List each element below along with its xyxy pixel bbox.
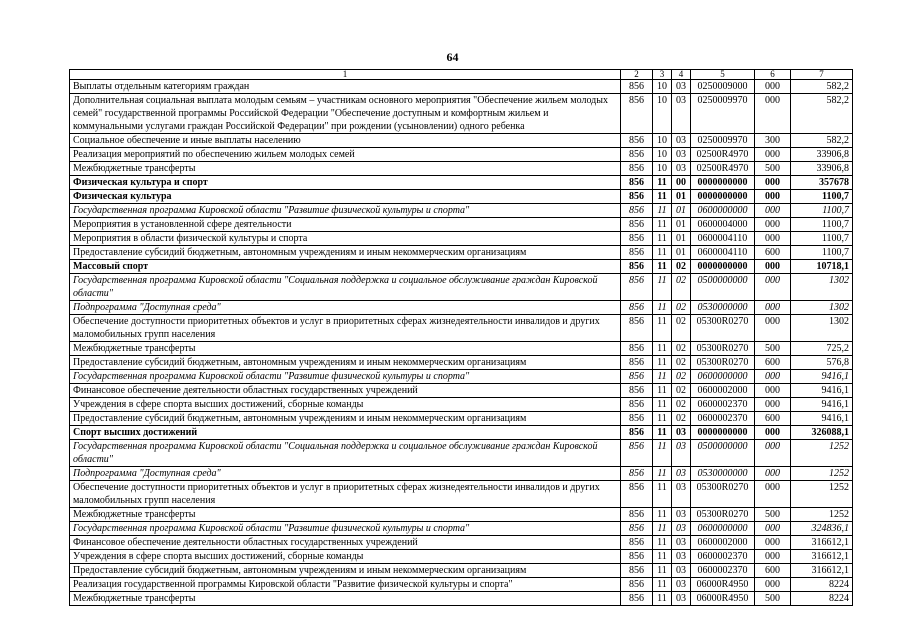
- row-target-article-cell: 0250009970: [691, 94, 755, 134]
- row-subsection-cell: 03: [672, 467, 691, 481]
- row-code-cell: 856: [621, 522, 653, 536]
- row-section-cell: 11: [653, 356, 672, 370]
- row-target-article-cell: 0600002370: [691, 412, 755, 426]
- row-amount-cell: 582,2: [791, 80, 853, 94]
- table-row: [70, 592, 853, 606]
- row-amount-cell: 1100,7: [791, 190, 853, 204]
- row-section-cell: 11: [653, 301, 672, 315]
- table-row: [70, 398, 853, 412]
- header-cell-3: 3: [653, 70, 672, 80]
- row-section-cell: 11: [653, 412, 672, 426]
- row-amount-cell: 576,8: [791, 356, 853, 370]
- page-number: 64: [446, 50, 459, 64]
- row-target-article-cell: 06000R4950: [691, 592, 755, 606]
- row-subsection-cell: 03: [672, 148, 691, 162]
- row-section-cell: 10: [653, 94, 672, 134]
- row-target-article-cell: 0600000000: [691, 204, 755, 218]
- row-expense-type-cell: 000: [755, 384, 791, 398]
- row-target-article-cell: 0600004110: [691, 232, 755, 246]
- row-target-article-cell: 05300R0270: [691, 481, 755, 508]
- row-section-cell: 10: [653, 148, 672, 162]
- row-target-article-cell: 05300R0270: [691, 315, 755, 342]
- row-code-cell: 856: [621, 412, 653, 426]
- row-subsection-cell: 03: [672, 536, 691, 550]
- row-code-cell: 856: [621, 190, 653, 204]
- row-name-cell: Межбюджетные трансферты: [70, 342, 621, 356]
- row-name-cell: Учреждения в сфере спорта высших достижений, сборные команды: [70, 550, 621, 564]
- row-expense-type-cell: 300: [755, 134, 791, 148]
- row-target-article-cell: 05300R0270: [691, 356, 755, 370]
- row-code-cell: 856: [621, 481, 653, 508]
- row-expense-type-cell: 000: [755, 398, 791, 412]
- row-code-cell: 856: [621, 578, 653, 592]
- row-subsection-cell: 02: [672, 301, 691, 315]
- table-row: [70, 190, 853, 204]
- table-row: [70, 315, 853, 342]
- row-target-article-cell: 0000000000: [691, 190, 755, 204]
- row-expense-type-cell: 500: [755, 592, 791, 606]
- row-subsection-cell: 02: [672, 315, 691, 342]
- row-subsection-cell: 01: [672, 204, 691, 218]
- row-code-cell: 856: [621, 426, 653, 440]
- row-section-cell: 11: [653, 481, 672, 508]
- row-section-cell: 11: [653, 578, 672, 592]
- table-row: [70, 578, 853, 592]
- row-name-cell: Предоставление субсидий бюджетным, автономным учреждениям и иным некоммерческим организациям: [70, 246, 621, 260]
- row-section-cell: 11: [653, 398, 672, 412]
- row-code-cell: 856: [621, 301, 653, 315]
- row-name-cell: Государственная программа Кировской области "Социальная поддержка и социальное обслуживание граждан Кировской области": [70, 440, 621, 467]
- row-code-cell: 856: [621, 134, 653, 148]
- row-code-cell: 856: [621, 398, 653, 412]
- row-expense-type-cell: 600: [755, 246, 791, 260]
- row-subsection-cell: 03: [672, 80, 691, 94]
- row-amount-cell: 316612,1: [791, 536, 853, 550]
- table-row: [70, 370, 853, 384]
- row-code-cell: 856: [621, 274, 653, 301]
- row-name-cell: Финансовое обеспечение деятельности областных государственных учреждений: [70, 384, 621, 398]
- row-section-cell: 11: [653, 522, 672, 536]
- row-expense-type-cell: 000: [755, 315, 791, 342]
- row-subsection-cell: 03: [672, 94, 691, 134]
- row-code-cell: 856: [621, 162, 653, 176]
- row-subsection-cell: 02: [672, 274, 691, 301]
- row-section-cell: 10: [653, 134, 672, 148]
- row-section-cell: 11: [653, 176, 672, 190]
- row-name-cell: Обеспечение доступности приоритетных объектов и услуг в приоритетных сферах жизнедеятельности инвалидов и других маломобильных групп населения: [70, 481, 621, 508]
- row-amount-cell: 9416,1: [791, 398, 853, 412]
- row-name-cell: Государственная программа Кировской области "Развитие физической культуры и спорта": [70, 204, 621, 218]
- row-code-cell: 856: [621, 148, 653, 162]
- row-subsection-cell: 03: [672, 440, 691, 467]
- table-row: [70, 342, 853, 356]
- table-row: [70, 94, 853, 134]
- row-target-article-cell: 0250009000: [691, 80, 755, 94]
- row-subsection-cell: 01: [672, 190, 691, 204]
- row-subsection-cell: 02: [672, 342, 691, 356]
- row-name-cell: Финансовое обеспечение деятельности областных государственных учреждений: [70, 536, 621, 550]
- row-amount-cell: 326088,1: [791, 426, 853, 440]
- row-amount-cell: 33906,8: [791, 162, 853, 176]
- row-amount-cell: 1252: [791, 467, 853, 481]
- row-section-cell: 11: [653, 384, 672, 398]
- table-row: [70, 356, 853, 370]
- row-section-cell: 11: [653, 342, 672, 356]
- row-expense-type-cell: 000: [755, 467, 791, 481]
- row-subsection-cell: 02: [672, 384, 691, 398]
- row-subsection-cell: 03: [672, 426, 691, 440]
- row-name-cell: Предоставление субсидий бюджетным, автономным учреждениям и иным некоммерческим организациям: [70, 412, 621, 426]
- row-code-cell: 856: [621, 232, 653, 246]
- row-name-cell: Выплаты отдельным категориям граждан: [70, 80, 621, 94]
- row-amount-cell: 9416,1: [791, 412, 853, 426]
- row-amount-cell: 582,2: [791, 94, 853, 134]
- row-section-cell: 11: [653, 246, 672, 260]
- row-amount-cell: 582,2: [791, 134, 853, 148]
- budget-table: [69, 69, 853, 606]
- table-row: [70, 176, 853, 190]
- row-subsection-cell: 03: [672, 522, 691, 536]
- row-section-cell: 11: [653, 536, 672, 550]
- row-target-article-cell: 0000000000: [691, 426, 755, 440]
- row-amount-cell: 1252: [791, 440, 853, 467]
- row-subsection-cell: 03: [672, 134, 691, 148]
- row-amount-cell: 9416,1: [791, 384, 853, 398]
- table-row: [70, 508, 853, 522]
- row-code-cell: 856: [621, 260, 653, 274]
- header-cell-7: 7: [791, 70, 853, 80]
- row-section-cell: 11: [653, 190, 672, 204]
- table-row: [70, 218, 853, 232]
- row-section-cell: 11: [653, 467, 672, 481]
- row-target-article-cell: 02500R4970: [691, 162, 755, 176]
- row-subsection-cell: 03: [672, 481, 691, 508]
- row-amount-cell: 1302: [791, 315, 853, 342]
- table-row: [70, 481, 853, 508]
- row-section-cell: 11: [653, 550, 672, 564]
- row-name-cell: Подпрограмма "Доступная среда": [70, 301, 621, 315]
- row-target-article-cell: 0600004000: [691, 218, 755, 232]
- header-cell-6: 6: [755, 70, 791, 80]
- row-section-cell: 11: [653, 274, 672, 301]
- row-code-cell: 856: [621, 342, 653, 356]
- table-row: [70, 148, 853, 162]
- row-expense-type-cell: 000: [755, 274, 791, 301]
- table-row: [70, 80, 853, 94]
- row-target-article-cell: 0600002000: [691, 384, 755, 398]
- row-code-cell: 856: [621, 467, 653, 481]
- row-amount-cell: 316612,1: [791, 550, 853, 564]
- table-row: [70, 232, 853, 246]
- row-section-cell: 11: [653, 232, 672, 246]
- row-subsection-cell: 01: [672, 218, 691, 232]
- row-subsection-cell: 03: [672, 508, 691, 522]
- row-expense-type-cell: 000: [755, 204, 791, 218]
- table-row: [70, 426, 853, 440]
- row-code-cell: 856: [621, 315, 653, 342]
- row-expense-type-cell: 500: [755, 508, 791, 522]
- row-amount-cell: 1252: [791, 481, 853, 508]
- row-expense-type-cell: 000: [755, 550, 791, 564]
- row-amount-cell: 33906,8: [791, 148, 853, 162]
- row-name-cell: Учреждения в сфере спорта высших достижений, сборные команды: [70, 398, 621, 412]
- row-expense-type-cell: 600: [755, 564, 791, 578]
- row-name-cell: Мероприятия в установленной сфере деятельности: [70, 218, 621, 232]
- row-name-cell: Обеспечение доступности приоритетных объектов и услуг в приоритетных сферах жизнедеятельности инвалидов и других маломобильных групп населения: [70, 315, 621, 342]
- row-name-cell: Мероприятия в области физической культуры и спорта: [70, 232, 621, 246]
- row-name-cell: Спорт высших достижений: [70, 426, 621, 440]
- row-section-cell: 10: [653, 80, 672, 94]
- row-amount-cell: 9416,1: [791, 370, 853, 384]
- table-row: [70, 384, 853, 398]
- table-row: [70, 162, 853, 176]
- row-section-cell: 11: [653, 564, 672, 578]
- table-row: [70, 536, 853, 550]
- row-target-article-cell: 0500000000: [691, 440, 755, 467]
- row-section-cell: 11: [653, 508, 672, 522]
- row-code-cell: 856: [621, 550, 653, 564]
- row-target-article-cell: 0000000000: [691, 176, 755, 190]
- row-name-cell: Межбюджетные трансферты: [70, 508, 621, 522]
- row-name-cell: Межбюджетные трансферты: [70, 162, 621, 176]
- table-row: [70, 134, 853, 148]
- row-section-cell: 11: [653, 592, 672, 606]
- row-name-cell: Межбюджетные трансферты: [70, 592, 621, 606]
- row-expense-type-cell: 000: [755, 370, 791, 384]
- table-row: [70, 260, 853, 274]
- row-expense-type-cell: 500: [755, 162, 791, 176]
- row-expense-type-cell: 000: [755, 176, 791, 190]
- row-name-cell: Государственная программа Кировской области "Социальная поддержка и социальное обслуживание граждан Кировской области": [70, 274, 621, 301]
- row-expense-type-cell: 000: [755, 440, 791, 467]
- row-code-cell: 856: [621, 592, 653, 606]
- row-code-cell: 856: [621, 356, 653, 370]
- row-name-cell: Массовый спорт: [70, 260, 621, 274]
- row-amount-cell: 1100,7: [791, 218, 853, 232]
- row-subsection-cell: 02: [672, 260, 691, 274]
- row-section-cell: 11: [653, 440, 672, 467]
- table-row: [70, 550, 853, 564]
- table-row: [70, 274, 853, 301]
- row-target-article-cell: 0250009970: [691, 134, 755, 148]
- row-amount-cell: 1302: [791, 274, 853, 301]
- row-expense-type-cell: 600: [755, 356, 791, 370]
- row-subsection-cell: 03: [672, 578, 691, 592]
- row-section-cell: 11: [653, 370, 672, 384]
- table-row: [70, 412, 853, 426]
- table-row: [70, 467, 853, 481]
- row-amount-cell: 10718,1: [791, 260, 853, 274]
- row-expense-type-cell: 600: [755, 412, 791, 426]
- row-target-article-cell: 0600000000: [691, 370, 755, 384]
- row-section-cell: 11: [653, 260, 672, 274]
- row-expense-type-cell: 500: [755, 342, 791, 356]
- row-section-cell: 10: [653, 162, 672, 176]
- row-subsection-cell: 01: [672, 232, 691, 246]
- row-target-article-cell: 0530000000: [691, 301, 755, 315]
- row-name-cell: Предоставление субсидий бюджетным, автономным учреждениям и иным некоммерческим организациям: [70, 564, 621, 578]
- row-expense-type-cell: 000: [755, 522, 791, 536]
- row-target-article-cell: 05300R0270: [691, 508, 755, 522]
- row-amount-cell: 1100,7: [791, 232, 853, 246]
- row-expense-type-cell: 000: [755, 260, 791, 274]
- row-code-cell: 856: [621, 80, 653, 94]
- row-amount-cell: 8224: [791, 592, 853, 606]
- row-amount-cell: 1100,7: [791, 204, 853, 218]
- row-expense-type-cell: 000: [755, 536, 791, 550]
- row-expense-type-cell: 000: [755, 578, 791, 592]
- row-section-cell: 11: [653, 204, 672, 218]
- row-name-cell: Государственная программа Кировской области "Развитие физической культуры и спорта": [70, 522, 621, 536]
- row-code-cell: 856: [621, 370, 653, 384]
- row-expense-type-cell: 000: [755, 301, 791, 315]
- row-target-article-cell: 05300R0270: [691, 342, 755, 356]
- row-subsection-cell: 03: [672, 162, 691, 176]
- row-code-cell: 856: [621, 176, 653, 190]
- row-section-cell: 11: [653, 218, 672, 232]
- row-name-cell: Реализация мероприятий по обеспечению жильем молодых семей: [70, 148, 621, 162]
- table-row: [70, 301, 853, 315]
- row-expense-type-cell: 000: [755, 190, 791, 204]
- row-name-cell: Подпрограмма "Доступная среда": [70, 467, 621, 481]
- row-code-cell: 856: [621, 94, 653, 134]
- row-expense-type-cell: 000: [755, 481, 791, 508]
- row-target-article-cell: 0600004110: [691, 246, 755, 260]
- row-subsection-cell: 02: [672, 398, 691, 412]
- row-subsection-cell: 01: [672, 246, 691, 260]
- row-subsection-cell: 02: [672, 370, 691, 384]
- table-row: [70, 440, 853, 467]
- row-amount-cell: 316612,1: [791, 564, 853, 578]
- row-name-cell: Реализация государственной программы Кировской области "Развитие физической культуры и спорта": [70, 578, 621, 592]
- row-subsection-cell: 02: [672, 412, 691, 426]
- row-code-cell: 856: [621, 218, 653, 232]
- row-name-cell: Предоставление субсидий бюджетным, автономным учреждениям и иным некоммерческим организациям: [70, 356, 621, 370]
- row-target-article-cell: 0600002000: [691, 536, 755, 550]
- row-target-article-cell: 02500R4970: [691, 148, 755, 162]
- row-subsection-cell: 00: [672, 176, 691, 190]
- row-code-cell: 856: [621, 536, 653, 550]
- row-target-article-cell: 0600002370: [691, 564, 755, 578]
- row-code-cell: 856: [621, 204, 653, 218]
- table-row: [70, 522, 853, 536]
- row-target-article-cell: 0600002370: [691, 398, 755, 412]
- row-code-cell: 856: [621, 564, 653, 578]
- table-body: [70, 70, 853, 606]
- row-subsection-cell: 02: [672, 356, 691, 370]
- row-target-article-cell: 0500000000: [691, 274, 755, 301]
- row-expense-type-cell: 000: [755, 218, 791, 232]
- table-row: [70, 246, 853, 260]
- row-amount-cell: 357678: [791, 176, 853, 190]
- row-amount-cell: 8224: [791, 578, 853, 592]
- row-expense-type-cell: 000: [755, 80, 791, 94]
- row-target-article-cell: 0530000000: [691, 467, 755, 481]
- header-cell-5: 5: [691, 70, 755, 80]
- row-name-cell: Физическая культура: [70, 190, 621, 204]
- row-expense-type-cell: 000: [755, 426, 791, 440]
- row-code-cell: 856: [621, 508, 653, 522]
- row-code-cell: 856: [621, 246, 653, 260]
- row-amount-cell: 324836,1: [791, 522, 853, 536]
- row-section-cell: 11: [653, 315, 672, 342]
- header-row: [70, 70, 853, 80]
- row-amount-cell: 1302: [791, 301, 853, 315]
- header-cell-4: 4: [672, 70, 691, 80]
- row-target-article-cell: 0600002370: [691, 550, 755, 564]
- row-target-article-cell: 0000000000: [691, 260, 755, 274]
- row-target-article-cell: 0600000000: [691, 522, 755, 536]
- row-name-cell: Государственная программа Кировской области "Развитие физической культуры и спорта": [70, 370, 621, 384]
- header-cell-name: 1: [70, 70, 621, 80]
- row-subsection-cell: 03: [672, 550, 691, 564]
- row-target-article-cell: 06000R4950: [691, 578, 755, 592]
- row-amount-cell: 725,2: [791, 342, 853, 356]
- row-code-cell: 856: [621, 440, 653, 467]
- row-amount-cell: 1100,7: [791, 246, 853, 260]
- row-name-cell: Физическая культура и спорт: [70, 176, 621, 190]
- row-expense-type-cell: 000: [755, 94, 791, 134]
- row-subsection-cell: 03: [672, 592, 691, 606]
- row-section-cell: 11: [653, 426, 672, 440]
- row-expense-type-cell: 000: [755, 232, 791, 246]
- row-expense-type-cell: 000: [755, 148, 791, 162]
- row-code-cell: 856: [621, 384, 653, 398]
- row-name-cell: Социальное обеспечение и иные выплаты населению: [70, 134, 621, 148]
- table-row: [70, 204, 853, 218]
- table-row: [70, 564, 853, 578]
- row-name-cell: Дополнительная социальная выплата молодым семьям – участникам основного мероприятия "Обеспечение жильем молодых семей" государственной программы Российской Федерации "Обеспечение доступным и комфортным жильем и коммунальными услугами граждан Российской Федерации" при рождении (усыновлении) одного ребенка: [70, 94, 621, 134]
- row-subsection-cell: 03: [672, 564, 691, 578]
- header-cell-2: 2: [621, 70, 653, 80]
- row-amount-cell: 1252: [791, 508, 853, 522]
